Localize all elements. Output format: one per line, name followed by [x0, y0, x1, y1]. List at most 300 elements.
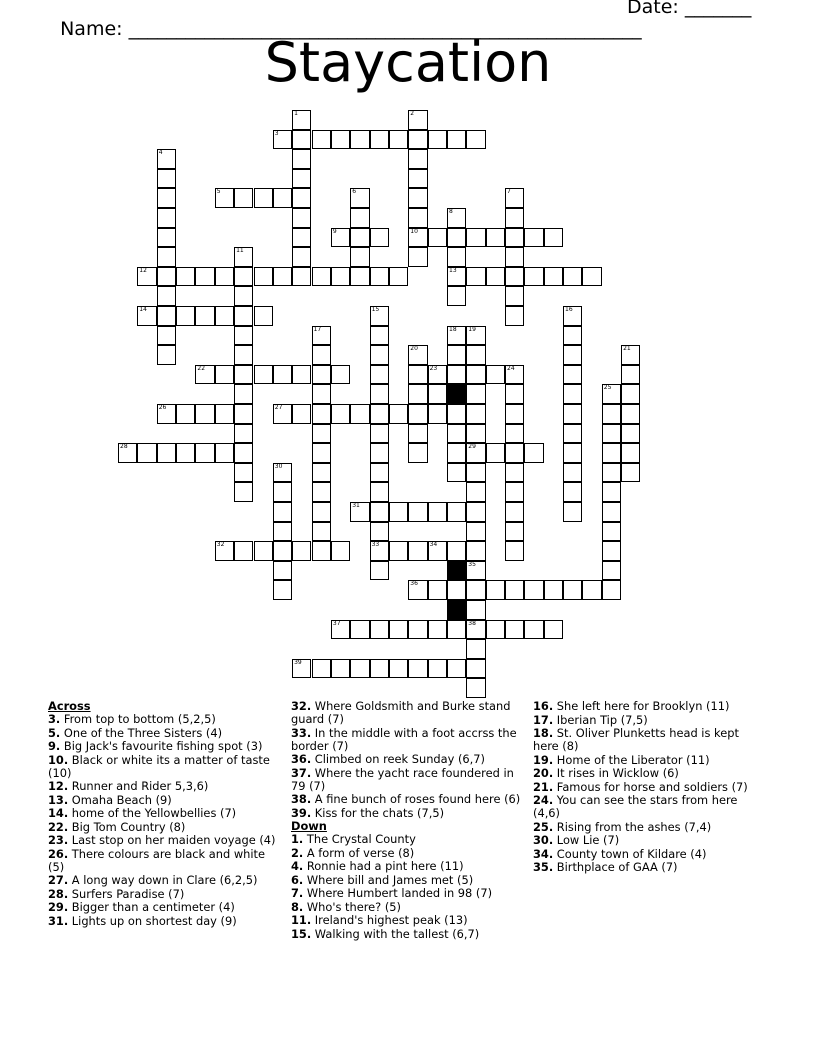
- grid-cell[interactable]: [428, 580, 447, 600]
- grid-cell[interactable]: [602, 502, 621, 522]
- grid-cell[interactable]: [254, 267, 273, 287]
- grid-cell[interactable]: [408, 443, 427, 463]
- grid-cell[interactable]: [273, 463, 292, 483]
- grid-cell[interactable]: [312, 384, 331, 404]
- grid-cell[interactable]: [447, 326, 466, 346]
- grid-cell[interactable]: [466, 482, 485, 502]
- grid-cell[interactable]: [408, 208, 427, 228]
- grid-cell[interactable]: [312, 482, 331, 502]
- clue-text: Birthplace of GAA (7): [553, 860, 678, 874]
- grid-cell[interactable]: [428, 130, 447, 150]
- grid-cell[interactable]: [157, 188, 176, 208]
- grid-cell[interactable]: [195, 443, 214, 463]
- grid-cell[interactable]: [350, 659, 369, 679]
- grid-cell[interactable]: [312, 443, 331, 463]
- grid-cell[interactable]: [505, 384, 524, 404]
- grid-cell[interactable]: [176, 267, 195, 287]
- grid-cell[interactable]: [505, 463, 524, 483]
- grid-cell[interactable]: [331, 130, 350, 150]
- grid-cell[interactable]: [486, 620, 505, 640]
- clue-number: 28: [120, 443, 128, 451]
- grid-cell[interactable]: [408, 188, 427, 208]
- grid-cell[interactable]: [505, 502, 524, 522]
- grid-cell[interactable]: [428, 659, 447, 679]
- grid-cell[interactable]: [524, 443, 543, 463]
- grid-cell[interactable]: [408, 659, 427, 679]
- grid-cell[interactable]: [215, 306, 234, 326]
- grid-cell[interactable]: [524, 580, 543, 600]
- grid-cell[interactable]: [602, 424, 621, 444]
- grid-cell[interactable]: [176, 443, 195, 463]
- grid-cell[interactable]: [621, 345, 640, 365]
- grid-cell[interactable]: [273, 522, 292, 542]
- grid-cell[interactable]: [563, 404, 582, 424]
- grid-cell[interactable]: [312, 541, 331, 561]
- grid-cell[interactable]: [370, 345, 389, 365]
- name-field[interactable]: Name: ______________________________________________________: [60, 18, 642, 40]
- grid-cell[interactable]: [563, 424, 582, 444]
- grid-cell[interactable]: [466, 620, 485, 640]
- grid-cell[interactable]: [408, 130, 427, 150]
- clue-column-3: [533, 700, 768, 875]
- grid-cell[interactable]: [447, 580, 466, 600]
- grid-cell[interactable]: [563, 502, 582, 522]
- grid-cell[interactable]: [524, 267, 543, 287]
- grid-cell[interactable]: [273, 482, 292, 502]
- grid-cell[interactable]: [447, 345, 466, 365]
- grid-cell[interactable]: [137, 443, 156, 463]
- grid-cell[interactable]: [370, 228, 389, 248]
- clue-text: St. Oliver Plunketts head is kept here (8): [533, 726, 739, 753]
- clue-section-heading: Across: [48, 699, 91, 713]
- grid-cell[interactable]: [215, 443, 234, 463]
- grid-cell[interactable]: [215, 188, 234, 208]
- grid-cell[interactable]: [621, 424, 640, 444]
- grid-cell[interactable]: [273, 561, 292, 581]
- clue-number: 10: [410, 227, 418, 235]
- grid-cell[interactable]: [273, 541, 292, 561]
- grid-cell[interactable]: [312, 404, 331, 424]
- grid-cell[interactable]: [176, 404, 195, 424]
- grid-cell[interactable]: [350, 247, 369, 267]
- grid-cell[interactable]: [370, 384, 389, 404]
- grid-cell[interactable]: [447, 502, 466, 522]
- grid-cell[interactable]: [621, 365, 640, 385]
- grid-cell[interactable]: [466, 541, 485, 561]
- grid-cell[interactable]: [408, 384, 427, 404]
- grid-cell[interactable]: [486, 580, 505, 600]
- grid-cell[interactable]: [486, 228, 505, 248]
- grid-cell[interactable]: [428, 384, 447, 404]
- grid-cell[interactable]: [505, 522, 524, 542]
- grid-cell[interactable]: [273, 365, 292, 385]
- grid-cell[interactable]: [602, 443, 621, 463]
- grid-cell[interactable]: [312, 267, 331, 287]
- grid-cell[interactable]: [447, 228, 466, 248]
- clue-number: 33: [371, 541, 380, 549]
- grid-cell[interactable]: [505, 620, 524, 640]
- grid-cell[interactable]: [408, 620, 427, 640]
- grid-cell[interactable]: [370, 482, 389, 502]
- grid-cell[interactable]: [408, 502, 427, 522]
- grid-cell[interactable]: [312, 522, 331, 542]
- clue-number-label: 27.: [48, 873, 69, 887]
- grid-cell[interactable]: [234, 188, 253, 208]
- grid-cell[interactable]: [505, 404, 524, 424]
- grid-cell[interactable]: [408, 247, 427, 267]
- grid-cell[interactable]: [292, 404, 311, 424]
- grid-cell[interactable]: [505, 365, 524, 385]
- grid-cell[interactable]: [563, 463, 582, 483]
- grid-cell[interactable]: [505, 188, 524, 208]
- grid-cell[interactable]: [505, 208, 524, 228]
- grid-cell[interactable]: [157, 169, 176, 189]
- grid-cell[interactable]: [466, 267, 485, 287]
- clue-item: [533, 821, 768, 834]
- grid-cell[interactable]: [582, 580, 601, 600]
- grid-cell[interactable]: [408, 424, 427, 444]
- grid-cell[interactable]: [370, 541, 389, 561]
- grid-cell[interactable]: [195, 306, 214, 326]
- grid-cell[interactable]: [234, 306, 253, 326]
- clue-item: [48, 740, 283, 753]
- grid-cell[interactable]: [447, 541, 466, 561]
- grid-cell[interactable]: [486, 267, 505, 287]
- grid-cell[interactable]: [505, 443, 524, 463]
- grid-cell[interactable]: [234, 443, 253, 463]
- grid-cell[interactable]: [582, 267, 601, 287]
- grid-cell[interactable]: [466, 600, 485, 620]
- grid-cell[interactable]: [157, 443, 176, 463]
- grid-cell[interactable]: [447, 247, 466, 267]
- grid-cell[interactable]: [273, 267, 292, 287]
- grid-cell[interactable]: [312, 326, 331, 346]
- grid-cell[interactable]: [350, 267, 369, 287]
- grid-cell[interactable]: [157, 345, 176, 365]
- grid-cell[interactable]: [447, 443, 466, 463]
- grid-cell[interactable]: [389, 502, 408, 522]
- grid-cell[interactable]: [602, 463, 621, 483]
- grid-cell[interactable]: [370, 404, 389, 424]
- grid-cell[interactable]: [137, 267, 156, 287]
- grid-cell[interactable]: [370, 502, 389, 522]
- grid-cell[interactable]: [292, 130, 311, 150]
- grid-cell[interactable]: [389, 267, 408, 287]
- grid-cell[interactable]: [157, 228, 176, 248]
- grid-cell[interactable]: [563, 365, 582, 385]
- grid-cell[interactable]: [408, 110, 427, 130]
- grid-cell[interactable]: [234, 286, 253, 306]
- grid-cell[interactable]: [273, 404, 292, 424]
- grid-cell[interactable]: [563, 345, 582, 365]
- grid-cell[interactable]: [544, 580, 563, 600]
- grid-cell[interactable]: [273, 130, 292, 150]
- grid-cell[interactable]: [447, 267, 466, 287]
- grid-cell[interactable]: [466, 424, 485, 444]
- grid-cell[interactable]: [428, 541, 447, 561]
- grid-cell[interactable]: [505, 424, 524, 444]
- grid-cell[interactable]: [157, 208, 176, 228]
- grid-cell[interactable]: [389, 404, 408, 424]
- grid-cell[interactable]: [466, 659, 485, 679]
- grid-cell[interactable]: [292, 541, 311, 561]
- grid-cell[interactable]: [157, 267, 176, 287]
- grid-cell[interactable]: [292, 110, 311, 130]
- grid-cell[interactable]: [350, 502, 369, 522]
- clue-item: [291, 887, 526, 900]
- grid-cell[interactable]: [602, 482, 621, 502]
- grid-cell[interactable]: [563, 326, 582, 346]
- grid-cell[interactable]: [234, 463, 253, 483]
- grid-cell[interactable]: [486, 365, 505, 385]
- grid-cell[interactable]: [563, 384, 582, 404]
- grid-cell[interactable]: [370, 424, 389, 444]
- grid-cell[interactable]: [292, 365, 311, 385]
- clue-number-label: 11.: [291, 913, 312, 927]
- grid-cell[interactable]: [273, 502, 292, 522]
- grid-cell[interactable]: [331, 228, 350, 248]
- grid-cell[interactable]: [428, 502, 447, 522]
- grid-cell[interactable]: [350, 228, 369, 248]
- grid-cell[interactable]: [370, 620, 389, 640]
- grid-cell[interactable]: [215, 267, 234, 287]
- grid-cell[interactable]: [447, 404, 466, 424]
- grid-cell[interactable]: [312, 365, 331, 385]
- grid-cell[interactable]: [331, 365, 350, 385]
- grid-cell[interactable]: [544, 267, 563, 287]
- grid-cell[interactable]: [466, 639, 485, 659]
- grid-cell[interactable]: [389, 659, 408, 679]
- grid-cell[interactable]: [466, 326, 485, 346]
- grid-cell[interactable]: [215, 365, 234, 385]
- grid-cell[interactable]: [292, 188, 311, 208]
- grid-cell[interactable]: [563, 267, 582, 287]
- grid-cell[interactable]: [408, 365, 427, 385]
- grid-cell[interactable]: [234, 482, 253, 502]
- grid-cell[interactable]: [292, 169, 311, 189]
- grid-cell[interactable]: [312, 463, 331, 483]
- grid-cell[interactable]: [466, 130, 485, 150]
- grid-cell[interactable]: [312, 345, 331, 365]
- clue-number: 5: [216, 188, 221, 196]
- grid-cell[interactable]: [370, 326, 389, 346]
- grid-cell[interactable]: [292, 659, 311, 679]
- grid-cell[interactable]: [408, 541, 427, 561]
- grid-cell[interactable]: [602, 541, 621, 561]
- grid-cell[interactable]: [505, 228, 524, 248]
- grid-cell[interactable]: [408, 404, 427, 424]
- grid-cell[interactable]: [350, 404, 369, 424]
- grid-cell[interactable]: [195, 404, 214, 424]
- grid-cell[interactable]: [157, 404, 176, 424]
- grid-cell[interactable]: [370, 306, 389, 326]
- clue-number: 7: [507, 188, 511, 196]
- grid-cell[interactable]: [563, 580, 582, 600]
- clue-item: [48, 807, 283, 820]
- grid-cell[interactable]: [157, 306, 176, 326]
- grid-cell[interactable]: [466, 580, 485, 600]
- grid-cell[interactable]: [447, 463, 466, 483]
- grid-cell[interactable]: [234, 247, 253, 267]
- grid-cell[interactable]: [331, 659, 350, 679]
- grid-cell[interactable]: [234, 404, 253, 424]
- clue-text: Lights up on shortest day (9): [68, 913, 237, 928]
- clue-number-label: 32.: [291, 699, 312, 713]
- grid-cell[interactable]: [505, 267, 524, 287]
- grid-cell[interactable]: [466, 443, 485, 463]
- clue-item: [291, 700, 526, 726]
- grid-cell[interactable]: [408, 169, 427, 189]
- grid-cell[interactable]: [524, 228, 543, 248]
- grid-cell[interactable]: [234, 541, 253, 561]
- grid-cell[interactable]: [466, 228, 485, 248]
- grid-cell[interactable]: [447, 659, 466, 679]
- grid-cell[interactable]: [370, 463, 389, 483]
- grid-cell[interactable]: [602, 404, 621, 424]
- clue-number: 15: [371, 306, 380, 313]
- grid-cell[interactable]: [292, 149, 311, 169]
- grid-cell[interactable]: [505, 306, 524, 326]
- grid-cell[interactable]: [466, 522, 485, 542]
- grid-cell[interactable]: [466, 404, 485, 424]
- clue-text: Runner and Rider 5,3,6): [68, 779, 209, 793]
- grid-cell[interactable]: [370, 522, 389, 542]
- grid-cell[interactable]: [157, 149, 176, 169]
- grid-cell[interactable]: [370, 267, 389, 287]
- grid-cell[interactable]: [254, 306, 273, 326]
- grid-cell[interactable]: [331, 404, 350, 424]
- grid-cell[interactable]: [563, 443, 582, 463]
- grid-cell[interactable]: [137, 306, 156, 326]
- grid-cell[interactable]: [544, 620, 563, 640]
- grid-cell[interactable]: [408, 345, 427, 365]
- grid-cell[interactable]: [447, 424, 466, 444]
- grid-cell[interactable]: [350, 130, 369, 150]
- grid-cell[interactable]: [312, 424, 331, 444]
- grid-cell[interactable]: [466, 345, 485, 365]
- grid-cell[interactable]: [370, 561, 389, 581]
- grid-cell[interactable]: [447, 286, 466, 306]
- grid-cell[interactable]: [621, 384, 640, 404]
- grid-cell[interactable]: [408, 228, 427, 248]
- grid-cell[interactable]: [447, 620, 466, 640]
- grid-cell[interactable]: [292, 228, 311, 248]
- grid-cell[interactable]: [486, 443, 505, 463]
- grid-cell[interactable]: [350, 208, 369, 228]
- grid-cell[interactable]: [292, 267, 311, 287]
- grid-cell[interactable]: [428, 620, 447, 640]
- grid-cell[interactable]: [273, 580, 292, 600]
- grid-cell[interactable]: [176, 306, 195, 326]
- grid-cell[interactable]: [466, 384, 485, 404]
- grid-cell[interactable]: [254, 188, 273, 208]
- grid-cell[interactable]: [447, 208, 466, 228]
- grid-cell[interactable]: [254, 365, 273, 385]
- grid-cell[interactable]: [234, 384, 253, 404]
- grid-cell[interactable]: [524, 620, 543, 640]
- grid-cell[interactable]: [389, 620, 408, 640]
- grid-cell[interactable]: [118, 443, 137, 463]
- grid-cell[interactable]: [292, 247, 311, 267]
- grid-cell[interactable]: [273, 188, 292, 208]
- grid-cell[interactable]: [602, 384, 621, 404]
- grid-cell[interactable]: [466, 678, 485, 698]
- grid-cell[interactable]: [563, 482, 582, 502]
- grid-cell[interactable]: [408, 149, 427, 169]
- grid-cell[interactable]: [234, 345, 253, 365]
- grid-cell[interactable]: [370, 365, 389, 385]
- grid-cell[interactable]: [331, 620, 350, 640]
- grid-cell[interactable]: [312, 130, 331, 150]
- grid-cell[interactable]: [292, 208, 311, 228]
- grid-cell[interactable]: [350, 620, 369, 640]
- grid-cell[interactable]: [505, 247, 524, 267]
- grid-cell[interactable]: [215, 404, 234, 424]
- grid-cell[interactable]: [370, 659, 389, 679]
- grid-cell[interactable]: [370, 443, 389, 463]
- grid-cell[interactable]: [602, 580, 621, 600]
- grid-cell[interactable]: [505, 286, 524, 306]
- grid-cell[interactable]: [350, 188, 369, 208]
- grid-cell[interactable]: [428, 365, 447, 385]
- grid-cell[interactable]: [602, 522, 621, 542]
- grid-cell[interactable]: [234, 267, 253, 287]
- grid-cell[interactable]: [447, 130, 466, 150]
- grid-cell[interactable]: [234, 424, 253, 444]
- clue-text: Climbed on reek Sunday (6,7): [311, 752, 485, 766]
- grid-cell[interactable]: [195, 267, 214, 287]
- grid-cell[interactable]: [389, 541, 408, 561]
- grid-cell[interactable]: [505, 482, 524, 502]
- date-field[interactable]: Date: _______: [627, 0, 752, 18]
- grid-cell[interactable]: [312, 659, 331, 679]
- grid-cell[interactable]: [466, 365, 485, 385]
- grid-cell[interactable]: [621, 404, 640, 424]
- grid-cell[interactable]: [389, 130, 408, 150]
- grid-cell[interactable]: [621, 443, 640, 463]
- grid-cell[interactable]: [505, 580, 524, 600]
- grid-cell[interactable]: [157, 326, 176, 346]
- grid-cell[interactable]: [215, 541, 234, 561]
- grid-cell[interactable]: [544, 228, 563, 248]
- grid-cell[interactable]: [195, 365, 214, 385]
- grid-cell[interactable]: [234, 365, 253, 385]
- grid-cell[interactable]: [254, 541, 273, 561]
- grid-cell[interactable]: [331, 267, 350, 287]
- clue-text: You can see the stars from here (4,6): [533, 793, 738, 820]
- grid-cell[interactable]: [621, 463, 640, 483]
- grid-cell[interactable]: [466, 561, 485, 581]
- grid-cell[interactable]: [447, 365, 466, 385]
- grid-cell[interactable]: [428, 228, 447, 248]
- grid-cell[interactable]: [370, 130, 389, 150]
- grid-cell[interactable]: [331, 541, 350, 561]
- clue-number-label: 15.: [291, 926, 312, 941]
- grid-cell[interactable]: [602, 561, 621, 581]
- grid-cell[interactable]: [466, 463, 485, 483]
- grid-cell[interactable]: [563, 306, 582, 326]
- grid-cell[interactable]: [157, 286, 176, 306]
- grid-cell[interactable]: [157, 247, 176, 267]
- grid-cell[interactable]: [408, 580, 427, 600]
- clue-column-2: [291, 700, 526, 941]
- grid-cell[interactable]: [428, 404, 447, 424]
- grid-cell[interactable]: [505, 541, 524, 561]
- grid-cell[interactable]: [466, 502, 485, 522]
- grid-cell[interactable]: [312, 502, 331, 522]
- clue-number: 12: [139, 266, 147, 274]
- grid-cell[interactable]: [234, 326, 253, 346]
